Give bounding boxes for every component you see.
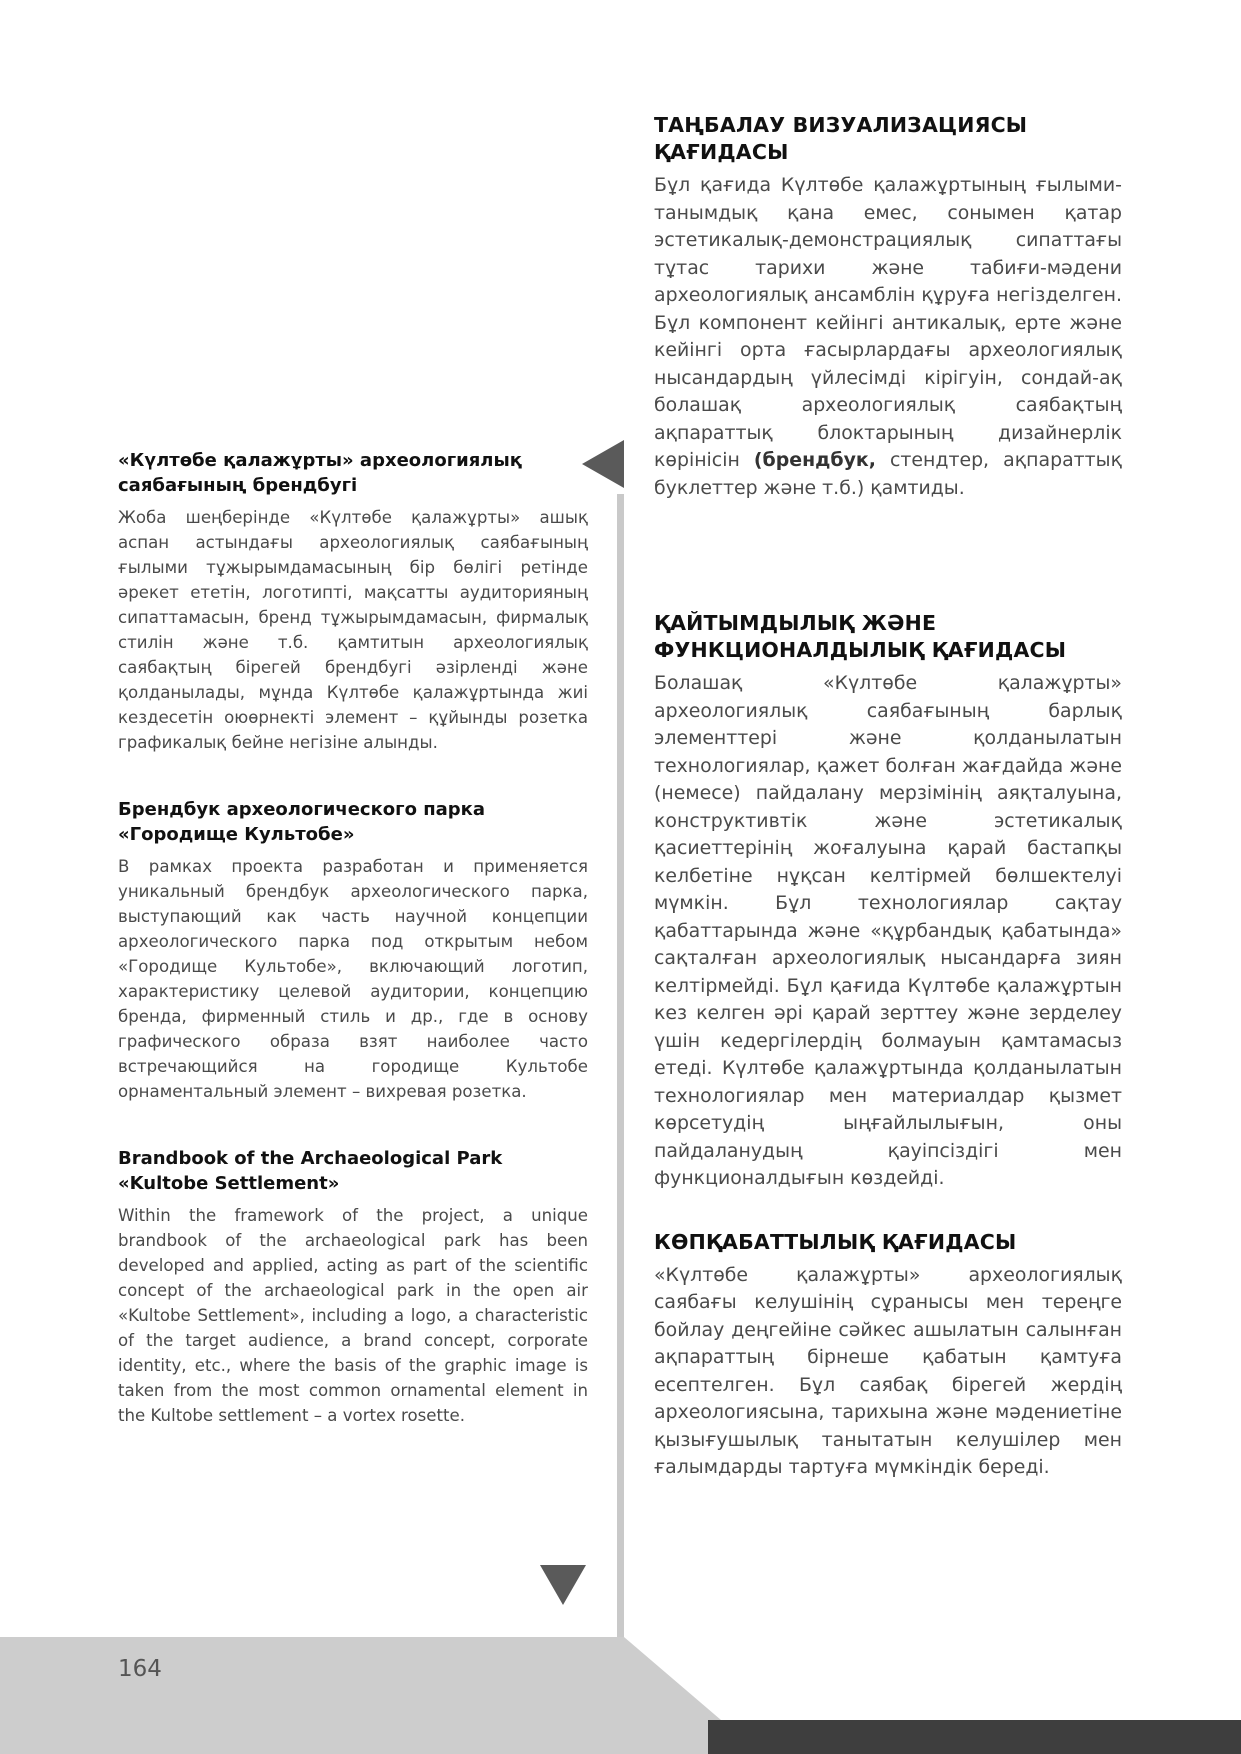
title-line: ҚАЙТЫМДЫЛЫҚ ЖӘНЕ xyxy=(654,611,937,635)
section-brandbook-en xyxy=(118,1146,588,1428)
title-line: ФУНКЦИОНАЛДЫЛЫҚ ҚАҒИДАСЫ xyxy=(654,638,1067,662)
body-text: стендтер, ақпараттық буклеттер және т.б.) қамтиды. xyxy=(654,449,1122,499)
triangle-down-icon xyxy=(540,1565,586,1605)
section-visualization-principle xyxy=(654,112,1122,502)
title-line: Брендбук археологического парка xyxy=(118,799,486,820)
title-line: «Kultobe Settlement» xyxy=(118,1173,340,1194)
section-title xyxy=(118,1146,588,1196)
title-line: ТАҢБАЛАУ ВИЗУАЛИЗАЦИЯСЫ xyxy=(654,113,1028,137)
section-title xyxy=(118,797,588,847)
section-body: «Күлтөбе қалажұрты» археологиялық саябағы келушінің сұранысы мен тереңге бойлау деңгейіне сәйкес ашылатын салынған ақпараттың бірнеше қабатын қамтуға есептелген. Бұл саябақ бірегей жердің археологиясына, тарихына және мәдениетіне қызығушылық танытатын келушілер мен ғалымдарды тартуға мүмкіндік береді. xyxy=(654,1263,1122,1478)
left-column xyxy=(118,448,588,1428)
footer-dark-bar xyxy=(708,1720,1241,1754)
section-title xyxy=(118,448,588,498)
section-multilayer-principle xyxy=(654,1229,1122,1482)
body-text: Бұл қағида Күлтөбе қалажұртының ғылыми-танымдық қана емес, сонымен қатар эстетикалық-демонстрациялық сипаттағы тұтас тарихи және табиғи-мәдени археологиялық ансамблін құруға негізделген. Бұл компонент кейінгі антикалық, ерте және кейінгі орта ғасырлардағы археологиялық нысандардың үйлесімді кірігуін, сондай-ақ болашақ археологиялық саябақтың ақпараттық блоктарының дизайнерлік көрінісін xyxy=(654,174,1122,471)
section-title xyxy=(654,610,1122,664)
title-line: ҚАҒИДАСЫ xyxy=(654,140,789,164)
title-line: саябағының брендбугі xyxy=(118,475,358,496)
page-number: 164 xyxy=(118,1656,162,1682)
section-brandbook-ru xyxy=(118,797,588,1104)
section-body: Жоба шеңберінде «Күлтөбе қалажұрты» ашық аспан астындағы археологиялық саябағының ғылыми тұжырымдамасының бір бөлігі ретінде әрекет ететін, логотипті, мақсатты аудиторияның сипаттамасын, бренд тұжырымдамасын, фирмалық стилін және т.б. қамтитын археологиялық саябақтың бірегей брендбугі әзірленді және қолданылады, мұнда Күлтөбе қалажұртында жиі кездесетін оюөрнекті элемент – құйынды розетка графикалық бейне негізіне алынды. xyxy=(118,508,588,752)
title-line: «Городище Культобе» xyxy=(118,824,355,845)
section-body xyxy=(654,172,1122,502)
triangle-left-icon xyxy=(582,440,624,488)
section-body: Болашақ «Күлтөбе қалажұрты» археологиялық саябағының барлық элементтері және қолданылатын технологиялар, қажет болған жағдайда және (немесе) пайдалану мерзімінің аяқталуына, конструктивтік және эстетикалық қасиеттерінің жоғалуына қарай бастапқы келбетіне нұқсан келтірмей бөлшектелуі мүмкін. Бұл технологиялар сақтау қабаттарында және «құрбандық қабатында» сақталған археологиялық нысандарға зиян келтірмейді. Бұл қағида Күлтөбе қалажұртын кез келген әрі қарай зерттеу және зерделеу үшін кедергілердің болмауын қамтамасыз етеді. Күлтөбе қалажұртында қолданылатын технологиялар мен материалдар қызмет көрсетудің ыңғайлылығын, оны пайдаланудың қауіпсіздігі мен функционалдығын көздейді. xyxy=(654,672,1122,1189)
section-title xyxy=(654,112,1122,166)
section-brandbook-kz xyxy=(118,448,588,755)
section-reversibility-principle xyxy=(654,610,1122,1193)
right-column xyxy=(654,112,1122,1482)
section-body: В рамках проекта разработан и применяется уникальный брендбук археологического парка, выступающий как часть научной концепции археологического парка под открытым небом «Городище Культобе», включающий логотип, характеристику целевой аудитории, концепцию бренда, фирменный стиль и др., где в основу графического образа взят наиболее часто встречающийся на городище Культобе орнаментальный элемент – вихревая розетка. xyxy=(118,857,588,1101)
section-title: КӨПҚАБАТТЫЛЫҚ ҚАҒИДАСЫ xyxy=(654,1229,1017,1254)
vertical-divider xyxy=(617,494,624,1638)
title-line: Brandbook of the Archaeological Park xyxy=(118,1148,503,1169)
footer-cutout xyxy=(624,1637,1241,1720)
body-bold-text: (брендбук, xyxy=(753,449,876,471)
section-body: Within the framework of the project, a unique brandbook of the archaeological park has been developed and applied, acting as part of the scientific concept of the archaeological park in the open air «Kultobe Settlement», including a logo, a characteristic of the target audience, a brand concept, corporate identity, etc., where the basis of the graphic image is taken from the most common ornamental element in the Kultobe settlement – a vortex rosette. xyxy=(118,1206,588,1425)
title-line: «Күлтөбе қалажұрты» археологиялық xyxy=(118,450,522,471)
